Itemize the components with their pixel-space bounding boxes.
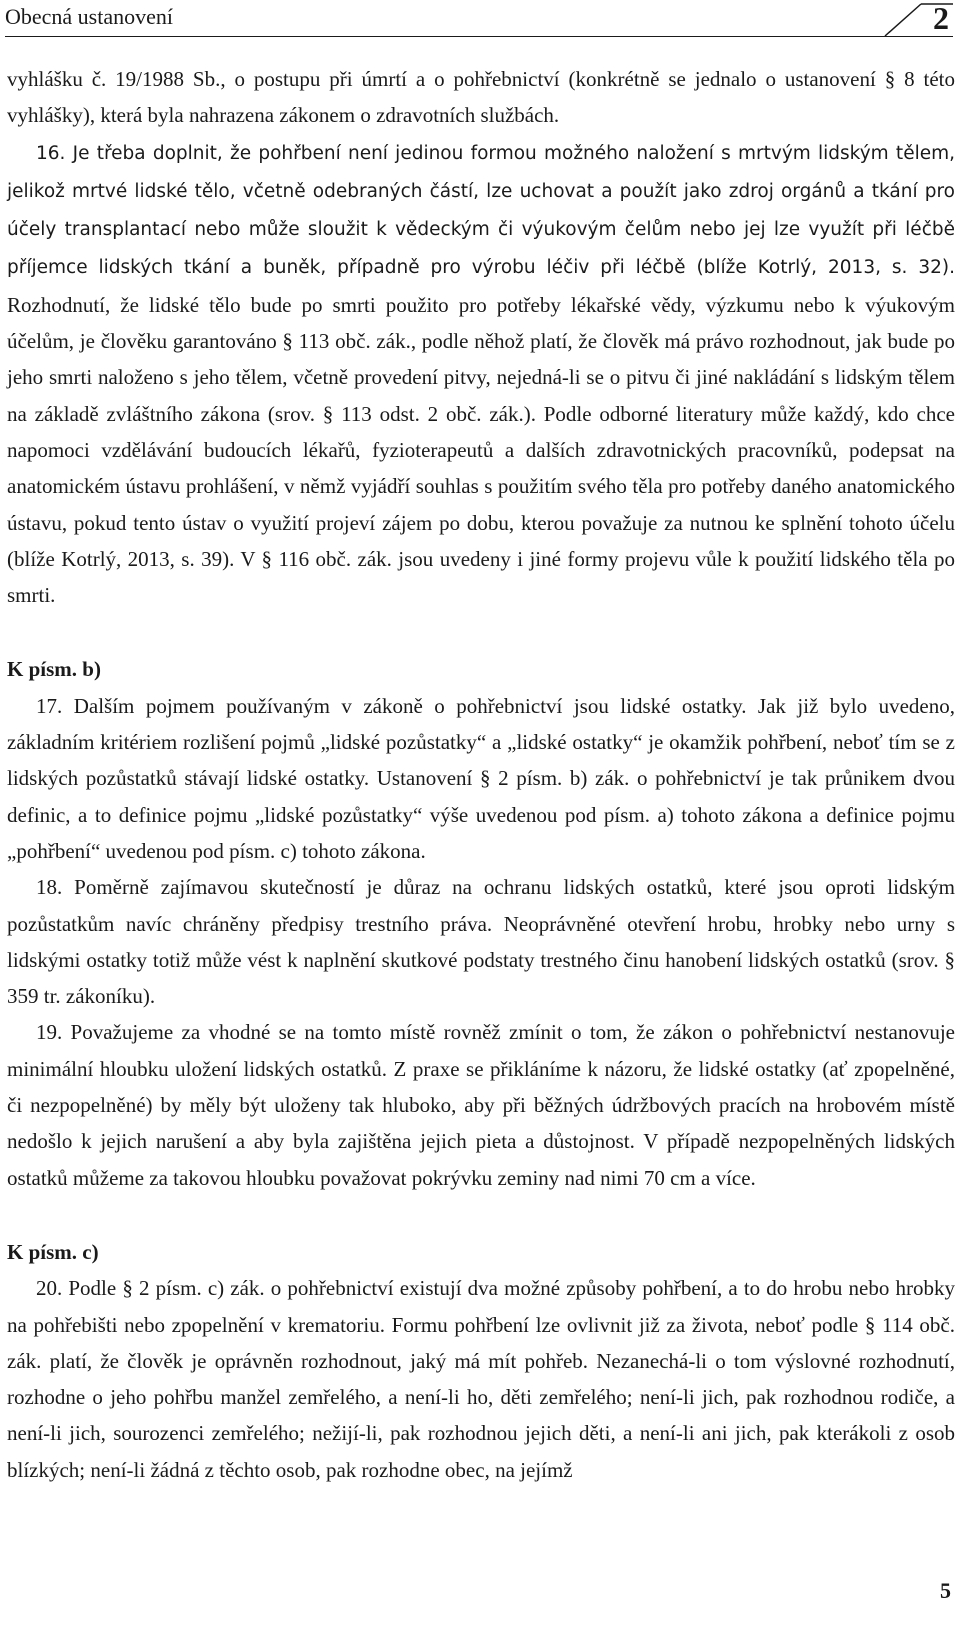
paragraph-16-sans-part: 16. Je třeba doplnit, že pohřbení není jedinou formou možného naložení s mrtvým lidským tělem, jelikož mrtvé lidské tělo, včetně odebraných částí, lze uchovat a použít jako zdroj orgánů a tkání pro účely transplantací nebo může sloužit k vědeckým či výukovým čelům nebo jej lze využít při léčbě příjemce lidských tkání a buněk, případně pro výrobu léčiv při léčbě (blíže Kotrlý, 2013, s. 32).: [7, 142, 955, 279]
paragraph-16: [7, 134, 955, 614]
chapter-number: 2: [933, 0, 949, 36]
paragraph-18: 18. Poměrně zajímavou skutečností je důraz na ochranu lidských ostatků, které jsou oproti lidským pozůstatkům navíc chráněny předpisy trestního práva. Neoprávněné otevření hrobu, hrobky nebo urny s lidskými ostatky totiž může vést k naplnění skutkové podstaty trestného činu hanobení lidských ostatků (srov. § 359 tr. zákoníku).: [7, 875, 955, 1009]
page-number: 5: [940, 1578, 951, 1603]
paragraph-20: 20. Podle § 2 písm. c) zák. o pohřebnictví existují dva možné způsoby pohřbení, a to do hrobu nebo hrobky na pohřebišti nebo zpopelnění v krematoriu. Formu pohřbení lze ovlivnit již za života, neboť podle § 114 obč. zák. platí, že člověk je oprávněn rozhodnout, jaký má mít pohřeb. Nezanechá-li o tom výslovné rozhodnutí, rozhodne o jeho pohřbu manžel zemřelého, a není-li ho, děti zemřelého; není-li jich, pak rozhodnou rodiče, a není-li jich, sourozenci zemřelého; nežijí-li, pak rozhodnou jejich děti, a není-li ani jich, pak kterákoli z osob blízkých; není-li žádná z těchto osob, pak rozhodne obec, na jejímž: [7, 1276, 955, 1482]
section-heading-b: K písm. b): [7, 657, 101, 682]
running-header: [5, 0, 955, 42]
paragraph-16-serif-part: Rozhodnutí, že lidské tělo bude po smrti použito pro potřeby lékařské vědy, výzkumu nebo k výukovým účelům, je člověku garantováno § 113 obč. zák., podle něhož platí, že člověk má právo rozhodnout, jak bude po jeho smrti naloženo s jeho tělem, včetně provedení pitvy, nejedná-li se o pitvu či jiné nakládání s lidským tělem na základě zvláštního zákona (srov. § 113 odst. 2 obč. zák.). Podle odborné literatury může každý, kdo chce napomoci vzdělávání budoucích lékařů, fyzioterapeutů a dalších zdravotnických pracovníků, podepsat na anatomickém ústavu prohlášení, v němž vyjádří souhlas s použitím svého těla pro potřeby daného anatomického ústavu, pokud tento ústav o využití projeví zájem po dobu, kterou považuje za nutnou ke splnění tohoto účelu (blíže Kotrlý, 2013, s. 39). V § 116 obč. zák. jsou uvedeny i jiné formy projevu vůle k použití lidského těla po smrti.: [7, 292, 955, 608]
paragraph-continued: vyhlášku č. 19/1988 Sb., o postupu při úmrtí a o pohřebnictví (konkrétně se jednalo o ustanovení § 8 této vyhlášky), která byla nahrazena zákonem o zdravotních službách.: [7, 67, 955, 128]
header-rule: [5, 36, 953, 37]
section-heading-c: K písm. c): [7, 1239, 99, 1264]
chapter-marker: [883, 0, 953, 38]
paragraph-19: 19. Považujeme za vhodné se na tomto místě rovněž zmínit o tom, že zákon o pohřebnictví nestanovuje minimální hloubku uložení lidských ostatků. Z praxe se přikláníme k názoru, že lidské ostatky (ať zpopelněné, či nezpopelněné) by měly být uloženy tak hluboko, aby při běžných údržbových pracích na hrobovém místě nedošlo k jejich narušení a aby byla zajištěna jejich pieta a důstojnost. V případě nezpopelněných lidských ostatků můžeme za takovou hloubku považovat pokrývku zeminy nad nimi 70 cm a více.: [7, 1020, 955, 1190]
paragraph-17: 17. Dalším pojmem používaným v zákoně o pohřebnictví jsou lidské ostatky. Jak již bylo uvedeno, základním kritériem rozlišení pojmů „lidské pozůstatky“ a „lidské ostatky“ je okamžik pohřbení, neboť tím se z lidských pozůstatků stávají lidské ostatky. Ustanovení § 2 písm. b) zák. o pohřebnictví je tak průnikem dvou definic, a to definice pojmu „lidské pozůstatky“ výše uvedenou pod písm. a) tohoto zákona a definice pojmu „pohřbení“ uvedenou pod písm. c) tohoto zákona.: [7, 693, 955, 863]
page-body: [7, 61, 955, 1488]
running-header-title: Obecná ustanovení: [5, 4, 173, 29]
